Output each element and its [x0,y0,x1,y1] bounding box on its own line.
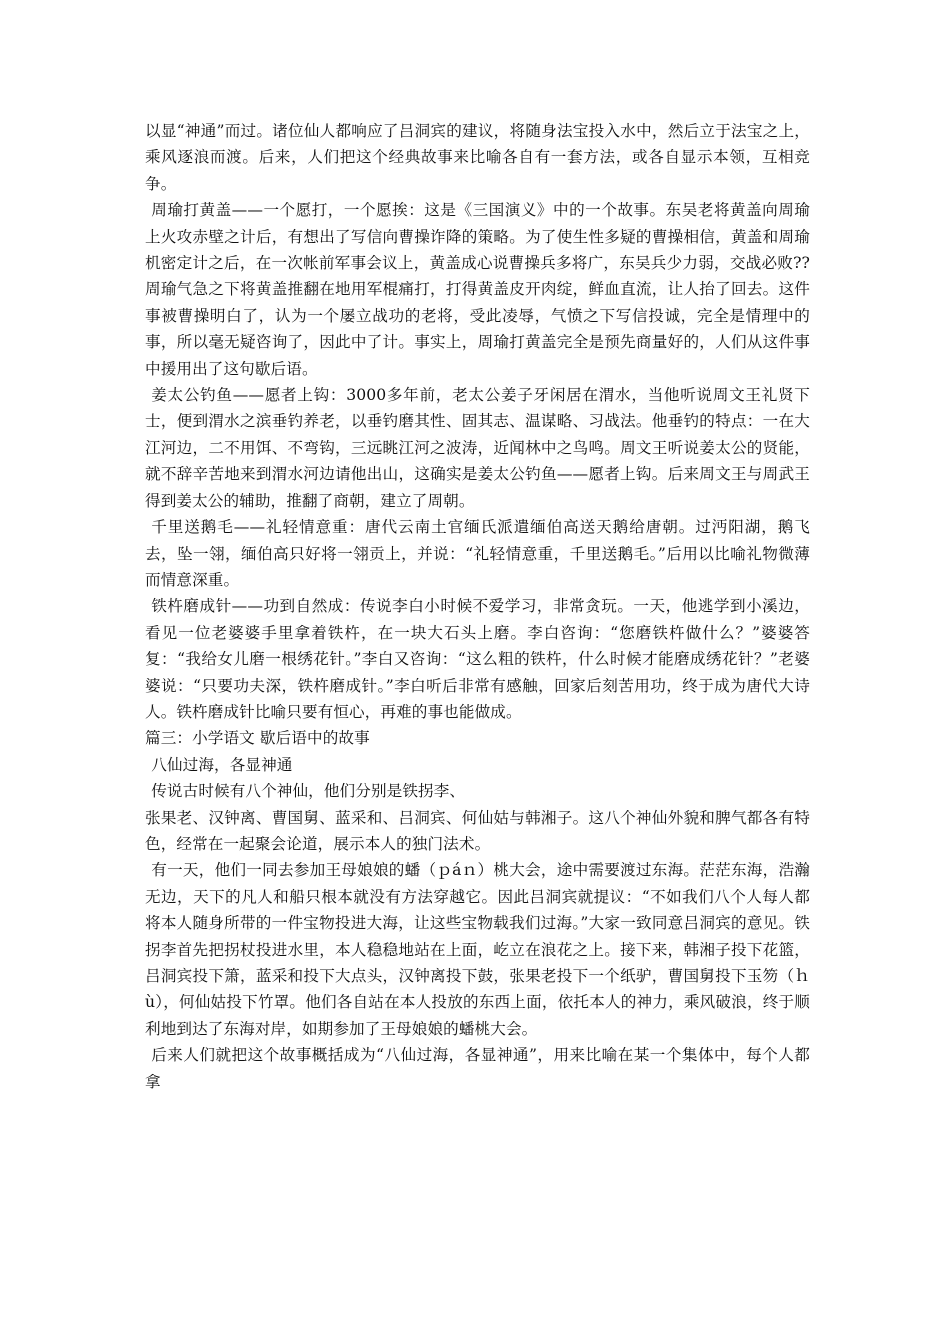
paragraph-legend-intro: 传说古时候有八个神仙，他们分别是铁拐李、 [151,782,466,801]
document-body [145,118,810,1095]
paragraph-goose-feather: 千里送鹅毛——礼轻情意重：唐代云南土官缅氏派遣缅伯高送天鹅给唐朝。过沔阳湖，鹅飞去，坠一翎，缅伯高只好将一翎贡上，并说：“礼轻情意重，千里送鹅毛。”后用以比喻礼物微薄而情意深重。 [145,518,810,589]
paragraph-iron-pestle: 铁杵磨成针——功到自然成：传说李白小时候不爱学习，非常贪玩。一天，他逃学到小溪边，看见一位老婆婆手里拿着铁杵，在一块大石头上磨。李白咨询：“您磨铁杵做什么？”婆婆答复：“我给女儿磨一根绣花针。”李白又咨询：“这么粗的铁杵，什么时候才能磨成绣花针？”老婆婆说：“只要功夫深，铁杵磨成针。”李白听后非常有感触，回家后刻苦用功，终于成为唐代大诗人。铁杵磨成针比喻只要有恒心，再难的事也能做成。 [145,597,810,721]
paragraph-eight-immortals-ending: 以显“神通”而过。诸位仙人都响应了吕洞宾的建议，将随身法宝投入水中，然后立于法宝之上，乘风逐浪而渡。后来，人们把这个经典故事来比喻各自有一套方法，或各自显示本领，互相竞争。 [145,122,810,193]
paragraph-zhou-yu-huang-gai: 周瑜打黄盖——一个愿打，一个愿挨：这是《三国演义》中的一个故事。东吴老将黄盖向周瑜上火攻赤壁之计后，有想出了写信向曹操诈降的策略。为了使生性多疑的曹操相信，黄盖和周瑜机密定计之后，在一次帐前军事会议上，黄盖成心说曹操兵多将广，东吴兵少力弱，交战必败??周瑜气急之下将黄盖推翻在地用军棍痛打，打得黄盖皮开肉绽，鲜血直流，让人抬了回去。这件事被曹操明白了，认为一个屡立战功的老将，受此凌辱，气愤之下写信投诚，完全是情理中的事，所以毫无疑咨询了，因此中了计。事实上，周瑜打黄盖完全是预先商量好的，人们从这件事中援用出了这句歇后语。 [145,201,810,378]
paragraph-immortals-list: 张果老、汉钟离、曹国舅、蓝采和、吕洞宾、何仙姑与韩湘子。这八个神仙外貌和脾气都各有特色，经常在一起聚会论道，展示本人的独门法术。 [145,808,810,853]
paragraph-idiom-meaning: 后来人们就把这个故事概括成为“八仙过海，各显神通”，用来比喻在某一个集体中，每个人都拿 [145,1046,810,1091]
paragraph-crossing-sea: 有一天，他们一同去参加王母娘娘的蟠（ｐáｎ）桃大会，途中需要渡过东海。茫茫东海，浩瀚无边，天下的凡人和船只根本就没有方法穿越它。因此吕洞宾就提议：“不如我们八个人每人都将本人随身所带的一件宝物投进大海，让这些宝物载我们过海。”大家一致同意吕洞宾的意见。铁拐李首先把拐杖投进水里，本人稳稳地站在上面，屹立在浪花之上。接下来，韩湘子投下花篮，吕洞宾投下箫，蓝采和投下大点头，汉钟离投下鼓，张果老投下一个纸驴，曹国舅投下玉笏（ｈù），何仙姑投下竹罩。他们各自站在本人投放的东西上面，依托本人的神力，乘风破浪，终于顺利地到达了东海对岸，如期参加了王母娘娘的蟠桃大会。 [145,861,810,1038]
paragraph-jiang-taigong-fishing: 姜太公钓鱼——愿者上钩：3000多年前，老太公姜子牙闲居在渭水，当他听说周文王礼贤下士，便到渭水之滨垂钓养老，以垂钓磨其性、固其志、温谋略、习战法。他垂钓的特点：一在大江河边，二不用饵、不弯钩，三远眺江河之波涛，近闻林中之鸟鸣。周文王听说姜太公的贤能，就不辞辛苦地来到渭水河边请他出山，这确实是姜太公钓鱼——愿者上钩。后来周文王与周武王得到姜太公的辅助，推翻了商朝，建立了周朝。 [145,386,810,510]
subheading-eight-immortals: 八仙过海，各显神通 [151,755,293,774]
section-heading-part-three: 篇三：小学语文 歇后语中的故事 [145,729,370,748]
